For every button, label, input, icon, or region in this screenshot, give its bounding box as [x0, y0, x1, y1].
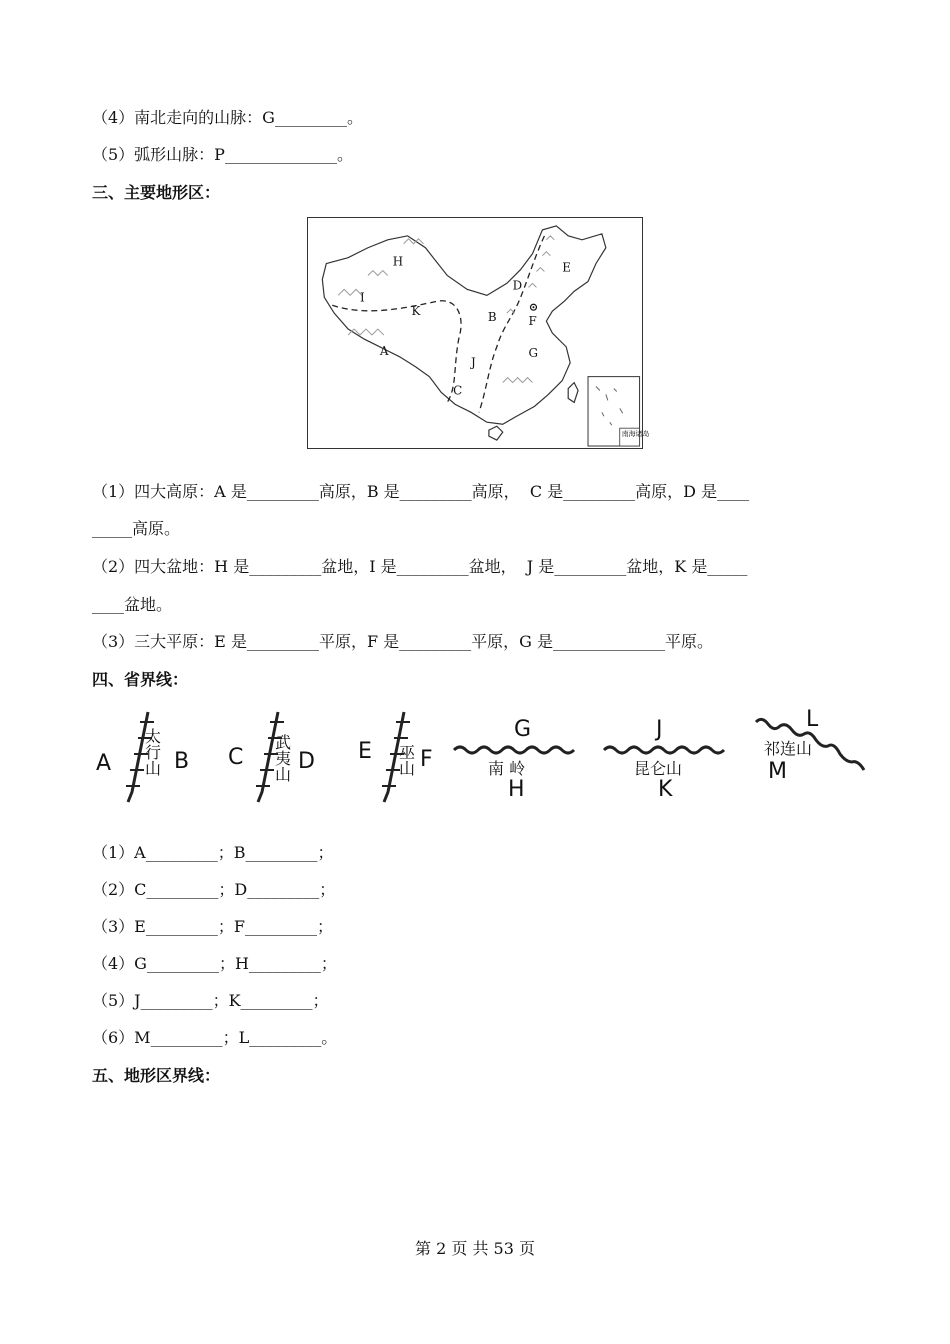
answer-line-4: （4）G_________；H_________；: [92, 954, 337, 973]
ridge-label-m: M: [768, 759, 787, 784]
ridge-label-h: H: [508, 777, 525, 802]
section-3-heading: 三、主要地形区：: [92, 183, 221, 202]
taiwan-island: [568, 383, 578, 403]
mountain-hatching: [338, 236, 554, 383]
ridge-kunlun: [604, 747, 724, 753]
ridge-name-wu: 巫山: [396, 744, 416, 776]
map-label-a: A: [379, 343, 389, 358]
ridge-name-nanling: 南 岭: [488, 759, 526, 778]
ridge-nanling: [454, 747, 574, 753]
map-label-i: I: [360, 290, 365, 305]
answer-line-2: （2）C_________；D_________；: [92, 880, 336, 899]
answer-line-3: （3）E_________；F_________；: [92, 917, 333, 936]
map-label-f: F: [528, 314, 537, 329]
ridge-label-l: L: [806, 707, 819, 732]
section-4-heading: 四、省界线：: [92, 670, 189, 689]
question-basins: （2）四大盆地：H 是_________盆地，I 是_________盆地， J 是_________盆地，K 是_____: [92, 557, 748, 576]
map-label-c: C: [453, 383, 463, 398]
question-basins-cont: ____盆地。: [92, 595, 173, 614]
answer-line-1: （1）A_________；B_________；: [92, 843, 334, 862]
question-plateaus: （1）四大高原：A 是_________高原，B 是_________高原， C 是_________高原，D 是____: [92, 482, 750, 501]
map-label-h: H: [392, 254, 404, 269]
question-4-mountains-ns: （4）南北走向的山脉：G_________。: [92, 108, 363, 127]
question-plains: （3）三大平原：E 是_________平原，F 是_________平原，G 是______________平原。: [92, 632, 714, 651]
question-5-arc-mountains: （5）弧形山脉：P______________。: [92, 145, 353, 164]
section-5-heading: 五、地形区界线：: [92, 1066, 221, 1085]
province-boundary-diagram: [92, 708, 892, 804]
page-footer: 第 2 页 共 53 页: [415, 1239, 535, 1258]
first-step-boundary: [332, 301, 461, 403]
map-label-d: D: [512, 278, 523, 293]
ridge-label-a: A: [96, 751, 112, 776]
inset-label-line-1: 南海诸岛: [621, 430, 650, 439]
ridge-name-qilian: 祁连山: [764, 739, 813, 758]
answer-line-5: （5）J_________；K_________；: [92, 991, 329, 1010]
hainan-island: [489, 426, 503, 440]
south-china-sea-inset: [588, 377, 649, 446]
ridge-name-wuyi: 武夷山: [272, 734, 292, 782]
ridge-label-b: B: [174, 749, 190, 774]
ridge-name-kunlun: 昆仑山: [634, 759, 683, 778]
ridge-label-f: F: [420, 747, 433, 772]
map-label-j: J: [471, 355, 476, 370]
map-label-g: G: [528, 345, 539, 360]
ridge-label-j: J: [656, 717, 663, 742]
map-label-b: B: [487, 310, 497, 325]
china-outline: [322, 226, 606, 424]
ridge-label-c: C: [228, 745, 244, 770]
ridge-name-taihang: 太行山: [142, 728, 162, 776]
answer-line-6: （6）M_________；L_________。: [92, 1028, 338, 1047]
china-terrain-map: [307, 217, 650, 449]
ridge-label-k: K: [658, 777, 673, 802]
ridge-label-d: D: [298, 749, 315, 774]
map-label-k: K: [411, 304, 421, 319]
question-plateaus-cont: _____高原。: [92, 519, 181, 538]
map-label-e: E: [562, 260, 571, 275]
ridge-label-g: G: [514, 717, 532, 742]
ridge-label-e: E: [358, 739, 372, 764]
